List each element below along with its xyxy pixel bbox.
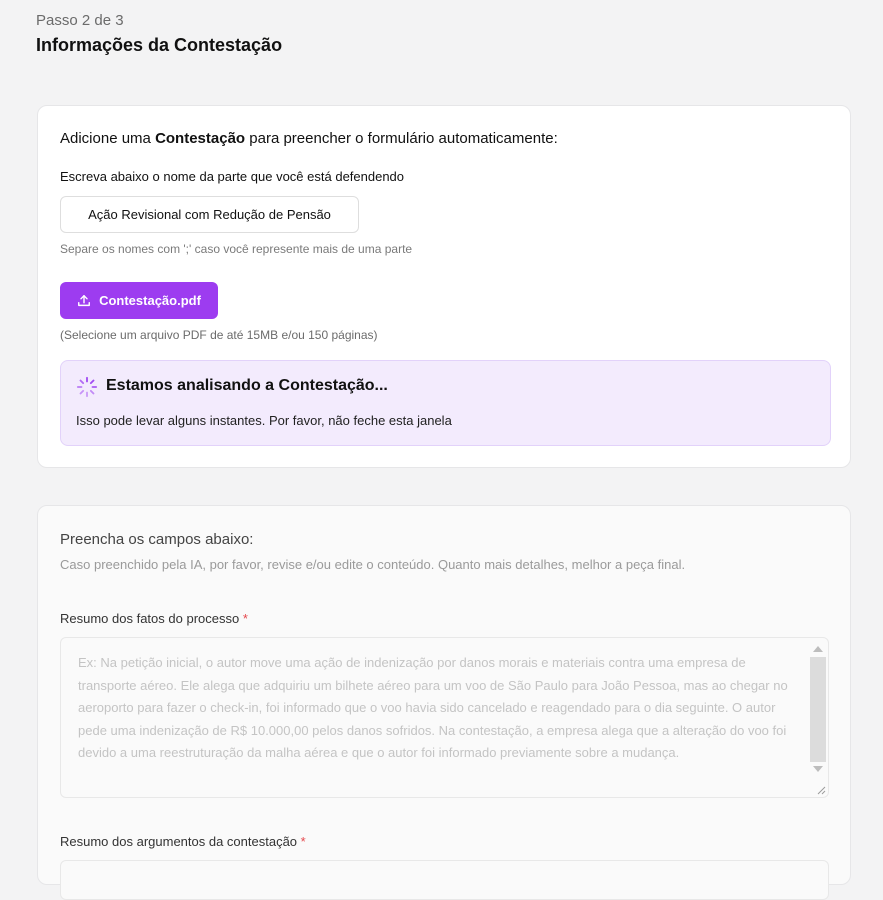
fields-subtitle: Caso preenchido pela IA, por favor, revise e/ou edite o conteúdo. Quanto mais detalhes, melhor a peça final. bbox=[60, 557, 686, 572]
facts-summary-textarea[interactable] bbox=[60, 637, 829, 798]
party-name-input[interactable]: Ação Revisional com Redução de Pensão bbox=[60, 196, 359, 233]
field-label-arguments: Resumo dos argumentos da contestação * bbox=[60, 834, 306, 849]
page-title: Informações da Contestação bbox=[36, 35, 283, 55]
field-label-facts: Resumo dos fatos do processo * bbox=[60, 611, 248, 626]
required-mark: * bbox=[242, 611, 248, 626]
facts-placeholder: Ex: Na petição inicial, o autor move uma ação de indenização por danos morais e materiais contra uma empresa de transporte aéreo. Ele alega que adquiriu um bilhete aéreo para um voo de São Paulo para João Pessoa, mas ao chegar no aeroporto para fazer o check-in, foi informado que o voo havia sido cancelado e reagendado para o dia seguinte. O autor pede uma indenização de R$ 10.000,00 pelos danos sofridos. Na contestação, a empresa alega que a alteração do voo foi devido a uma reestruturação da malha aérea e que o autor foi informado previamente sobre a mudança. bbox=[78, 655, 788, 760]
upload-intro: Adicione uma Contestação para preencher o formulário automaticamente: bbox=[60, 130, 558, 147]
party-label: Escreva abaixo o nome da parte que você está defendendo bbox=[60, 169, 405, 184]
status-title: Estamos analisando a Contestação... bbox=[106, 377, 388, 394]
party-hint: Separe os nomes com ';' caso você represente mais de uma parte bbox=[60, 242, 413, 256]
analysis-status-box bbox=[60, 360, 831, 446]
arguments-summary-textarea[interactable] bbox=[60, 860, 829, 900]
upload-icon bbox=[77, 294, 91, 308]
fields-title: Preencha os campos abaixo: bbox=[60, 531, 254, 548]
upload-file-button[interactable] bbox=[60, 282, 218, 319]
required-mark: * bbox=[300, 834, 306, 849]
file-size-hint: (Selecione um arquivo PDF de até 15MB e/ou 150 páginas) bbox=[60, 328, 378, 342]
scroll-down-arrow-icon[interactable] bbox=[813, 766, 823, 772]
textarea-scrollbar[interactable] bbox=[810, 640, 826, 795]
upload-file-label: Contestação.pdf bbox=[99, 293, 201, 308]
status-text: Isso pode levar alguns instantes. Por favor, não feche esta janela bbox=[76, 413, 452, 428]
fields-card bbox=[37, 505, 851, 885]
scrollbar-thumb[interactable] bbox=[810, 657, 826, 762]
resize-grip-icon[interactable] bbox=[816, 785, 826, 795]
scroll-up-arrow-icon[interactable] bbox=[813, 646, 823, 652]
step-label: Passo 2 de 3 bbox=[36, 12, 124, 29]
intro-bold: Contestação bbox=[155, 130, 246, 147]
loading-spinner-icon bbox=[76, 376, 98, 398]
upload-card bbox=[37, 105, 851, 468]
